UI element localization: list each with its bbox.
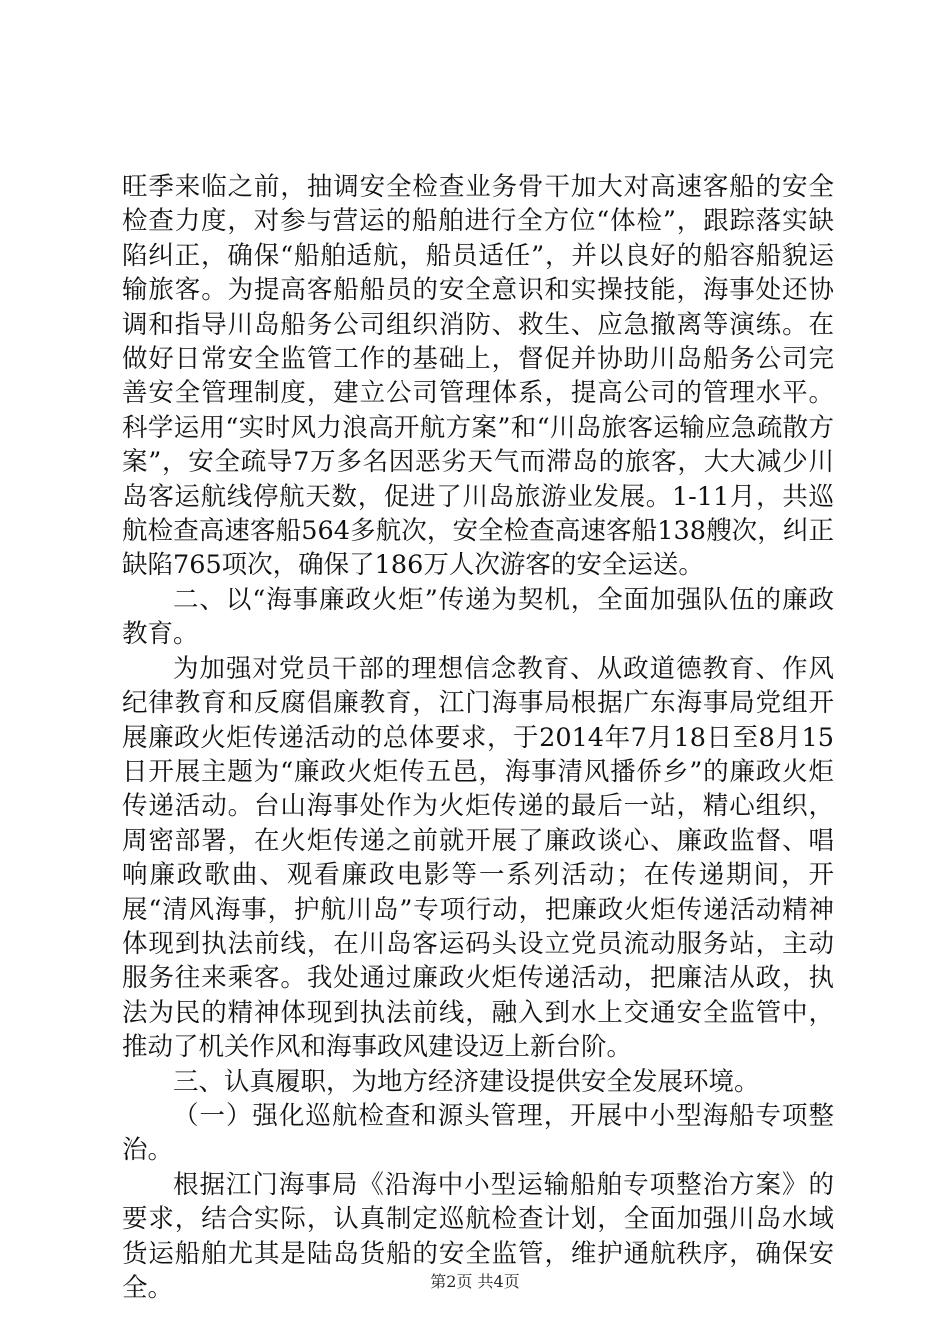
heading-section-three: 三、认真履职，为地方经济建设提供安全发展环境。 [173,1066,760,1097]
heading-section-two: 二、以“海事廉政火炬”传递为契机，全面加强队伍的廉政教育。 [122,584,834,650]
paragraph-integrity-torch: 为加强对党员干部的理想信念教育、从政道德教育、作风纪律教育和反腐倡廉教育，江门海事局根据广东海事局党组开展廉政火炬传递活动的总体要求，于2014年7月18日至8月15日开展主题为“廉政火炬传五邑，海事清风播侨乡”的廉政火炬传递活动。台山海事处作为火炬传递的最后一站，精心组织，周密部署，在火炬传递之前就开展了廉政谈心、廉政监督、唱响廉政歌曲、观看廉政电影等一系列活动；在传递期间，开展“清风海事，护航川岛”专项行动，把廉政火炬传递活动精神体现到执法前线，在川岛客运码头设立党员流动服务站，主动服务往来乘客。我处通过廉政火炬传递活动，把廉洁从政，执法为民的精神体现到执法前线，融入到水上交通安全监管中，推动了机关作风和海事政风建设迈上新台阶。 [122,653,834,1063]
document-body [122,170,834,1305]
paragraph-safety-inspection: 旺季来临之前，抽调安全检查业务骨干加大对高速客船的安全检查力度，对参与营运的船舶进行全方位“体检”，跟踪落实缺陷纠正，确保“船舶适航，船员适任”，并以良好的船容船貌运输旅客。为提高客船船员的安全意识和实操技能，海事处还协调和指导川岛船务公司组织消防、救生、应急撤离等演练。在做好日常安全监管工作的基础上，督促并协助川岛船务公司完善安全管理制度，建立公司管理体系，提高公司的管理水平。科学运用“实时风力浪高开航方案”和“川岛旅客运输应急疏散方案”，安全疏导7万多名因恶劣天气而滞岛的旅客，大大减少川岛客运航线停航天数，促进了川岛旅游业发展。1-11月，共巡航检查高速客船564多航次，安全检查高速客船138艘次，纠正缺陷765项次，确保了186万人次游客的安全运送。 [122,172,834,581]
paragraph-patrol-plan: 根据江门海事局《沿海中小型运输船舶专项整治方案》的要求，结合实际，认真制定巡航检查计划，全面加强川岛水域货运船舶尤其是陆岛货船的安全监管，维护通航秩序，确保安全。 [122,1169,834,1303]
page-number-label: 第2页 共4页 [430,1272,520,1291]
page-footer [0,1272,950,1292]
heading-subsection-one: （一）强化巡航检查和源头管理，开展中小型海船专项整治。 [122,1100,834,1166]
